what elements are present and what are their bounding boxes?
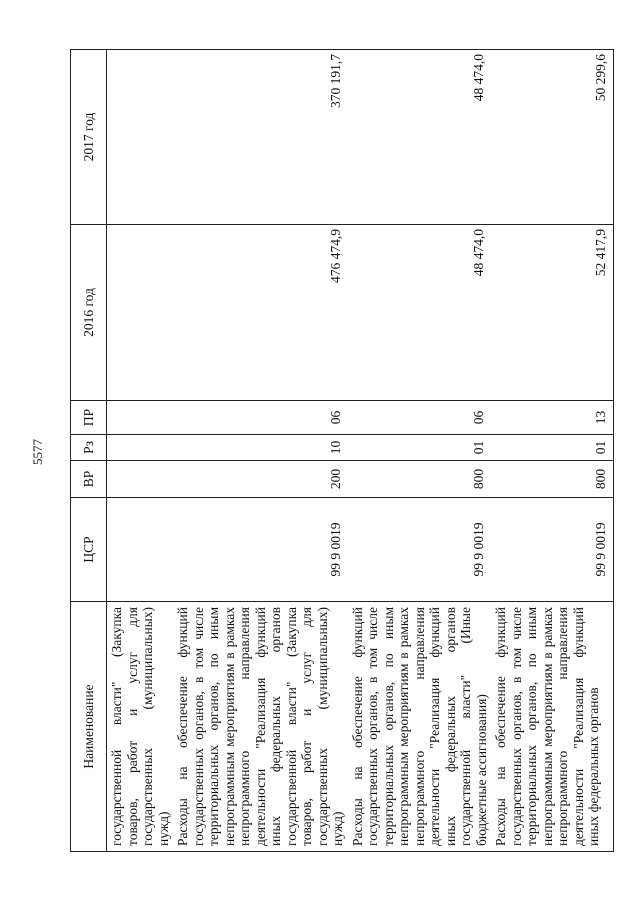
row-2016: 48 474,0 (348, 225, 492, 401)
row-2017: 370 191,7 (173, 50, 348, 225)
table-row (491, 50, 613, 852)
row-2017: 48 474,0 (348, 50, 492, 225)
header-2016: 2016 год (71, 225, 107, 401)
row-2016: 476 474,9 (173, 225, 348, 401)
row-rz: 01 (348, 435, 492, 461)
row-vr (107, 461, 174, 498)
row-csr (107, 498, 174, 602)
row-name: Расходы на обеспечение функций государственных органов, в том числе территориальных органов, по иным непрограммным мероприятиям в рамках непрограммного направления деятельности "Реализация функций иных федеральных органов государственной власти" (Закупка товаров, работ и услуг для государственных (муниципальных) нужд) (173, 602, 348, 852)
table-row (348, 50, 492, 852)
row-name: Расходы на обеспечение функций государственных органов, в том числе территориальных органов, по иным непрограммным мероприятиям в рамках непрограммного направления деятельности "Реализация функций иных федеральных органов государственной власти" (Иные бюджетные ассигнования) (348, 602, 492, 852)
row-2017 (107, 50, 174, 225)
page-number: 5577 (30, 439, 45, 465)
table-header-row (71, 50, 107, 852)
row-pr (107, 401, 174, 435)
row-csr: 99 9 0019 (491, 498, 613, 602)
row-name: государственной власти" (Закупка товаров, работ и услуг для государственных (муниципальных) нужд) (107, 602, 174, 852)
row-2016 (107, 225, 174, 401)
header-vr: ВР (71, 461, 107, 498)
row-rz: 01 (491, 435, 613, 461)
row-pr: 06 (348, 401, 492, 435)
row-rz (107, 435, 174, 461)
header-csr: ЦСР (71, 498, 107, 602)
row-vr: 200 (173, 461, 348, 498)
table-row (173, 50, 348, 852)
budget-table-sheet (70, 50, 608, 852)
budget-table (70, 49, 614, 852)
row-vr: 800 (491, 461, 613, 498)
row-name: Расходы на обеспечение функций государственных органов, в том числе территориальных органов, по иным непрограммным мероприятиям в рамках непрограммного направления деятельности "Реализация функций иных федеральных органов (491, 602, 613, 852)
row-2016: 52 417,9 (491, 225, 613, 401)
header-2017: 2017 год (71, 50, 107, 225)
row-csr: 99 9 0019 (348, 498, 492, 602)
row-2017: 50 299,6 (491, 50, 613, 225)
row-pr: 13 (491, 401, 613, 435)
row-rz: 10 (173, 435, 348, 461)
table-row (107, 50, 174, 852)
row-pr: 06 (173, 401, 348, 435)
header-rz: Рз (71, 435, 107, 461)
row-csr: 99 9 0019 (173, 498, 348, 602)
row-vr: 800 (348, 461, 492, 498)
header-name: Наименование (71, 602, 107, 852)
header-pr: ПР (71, 401, 107, 435)
